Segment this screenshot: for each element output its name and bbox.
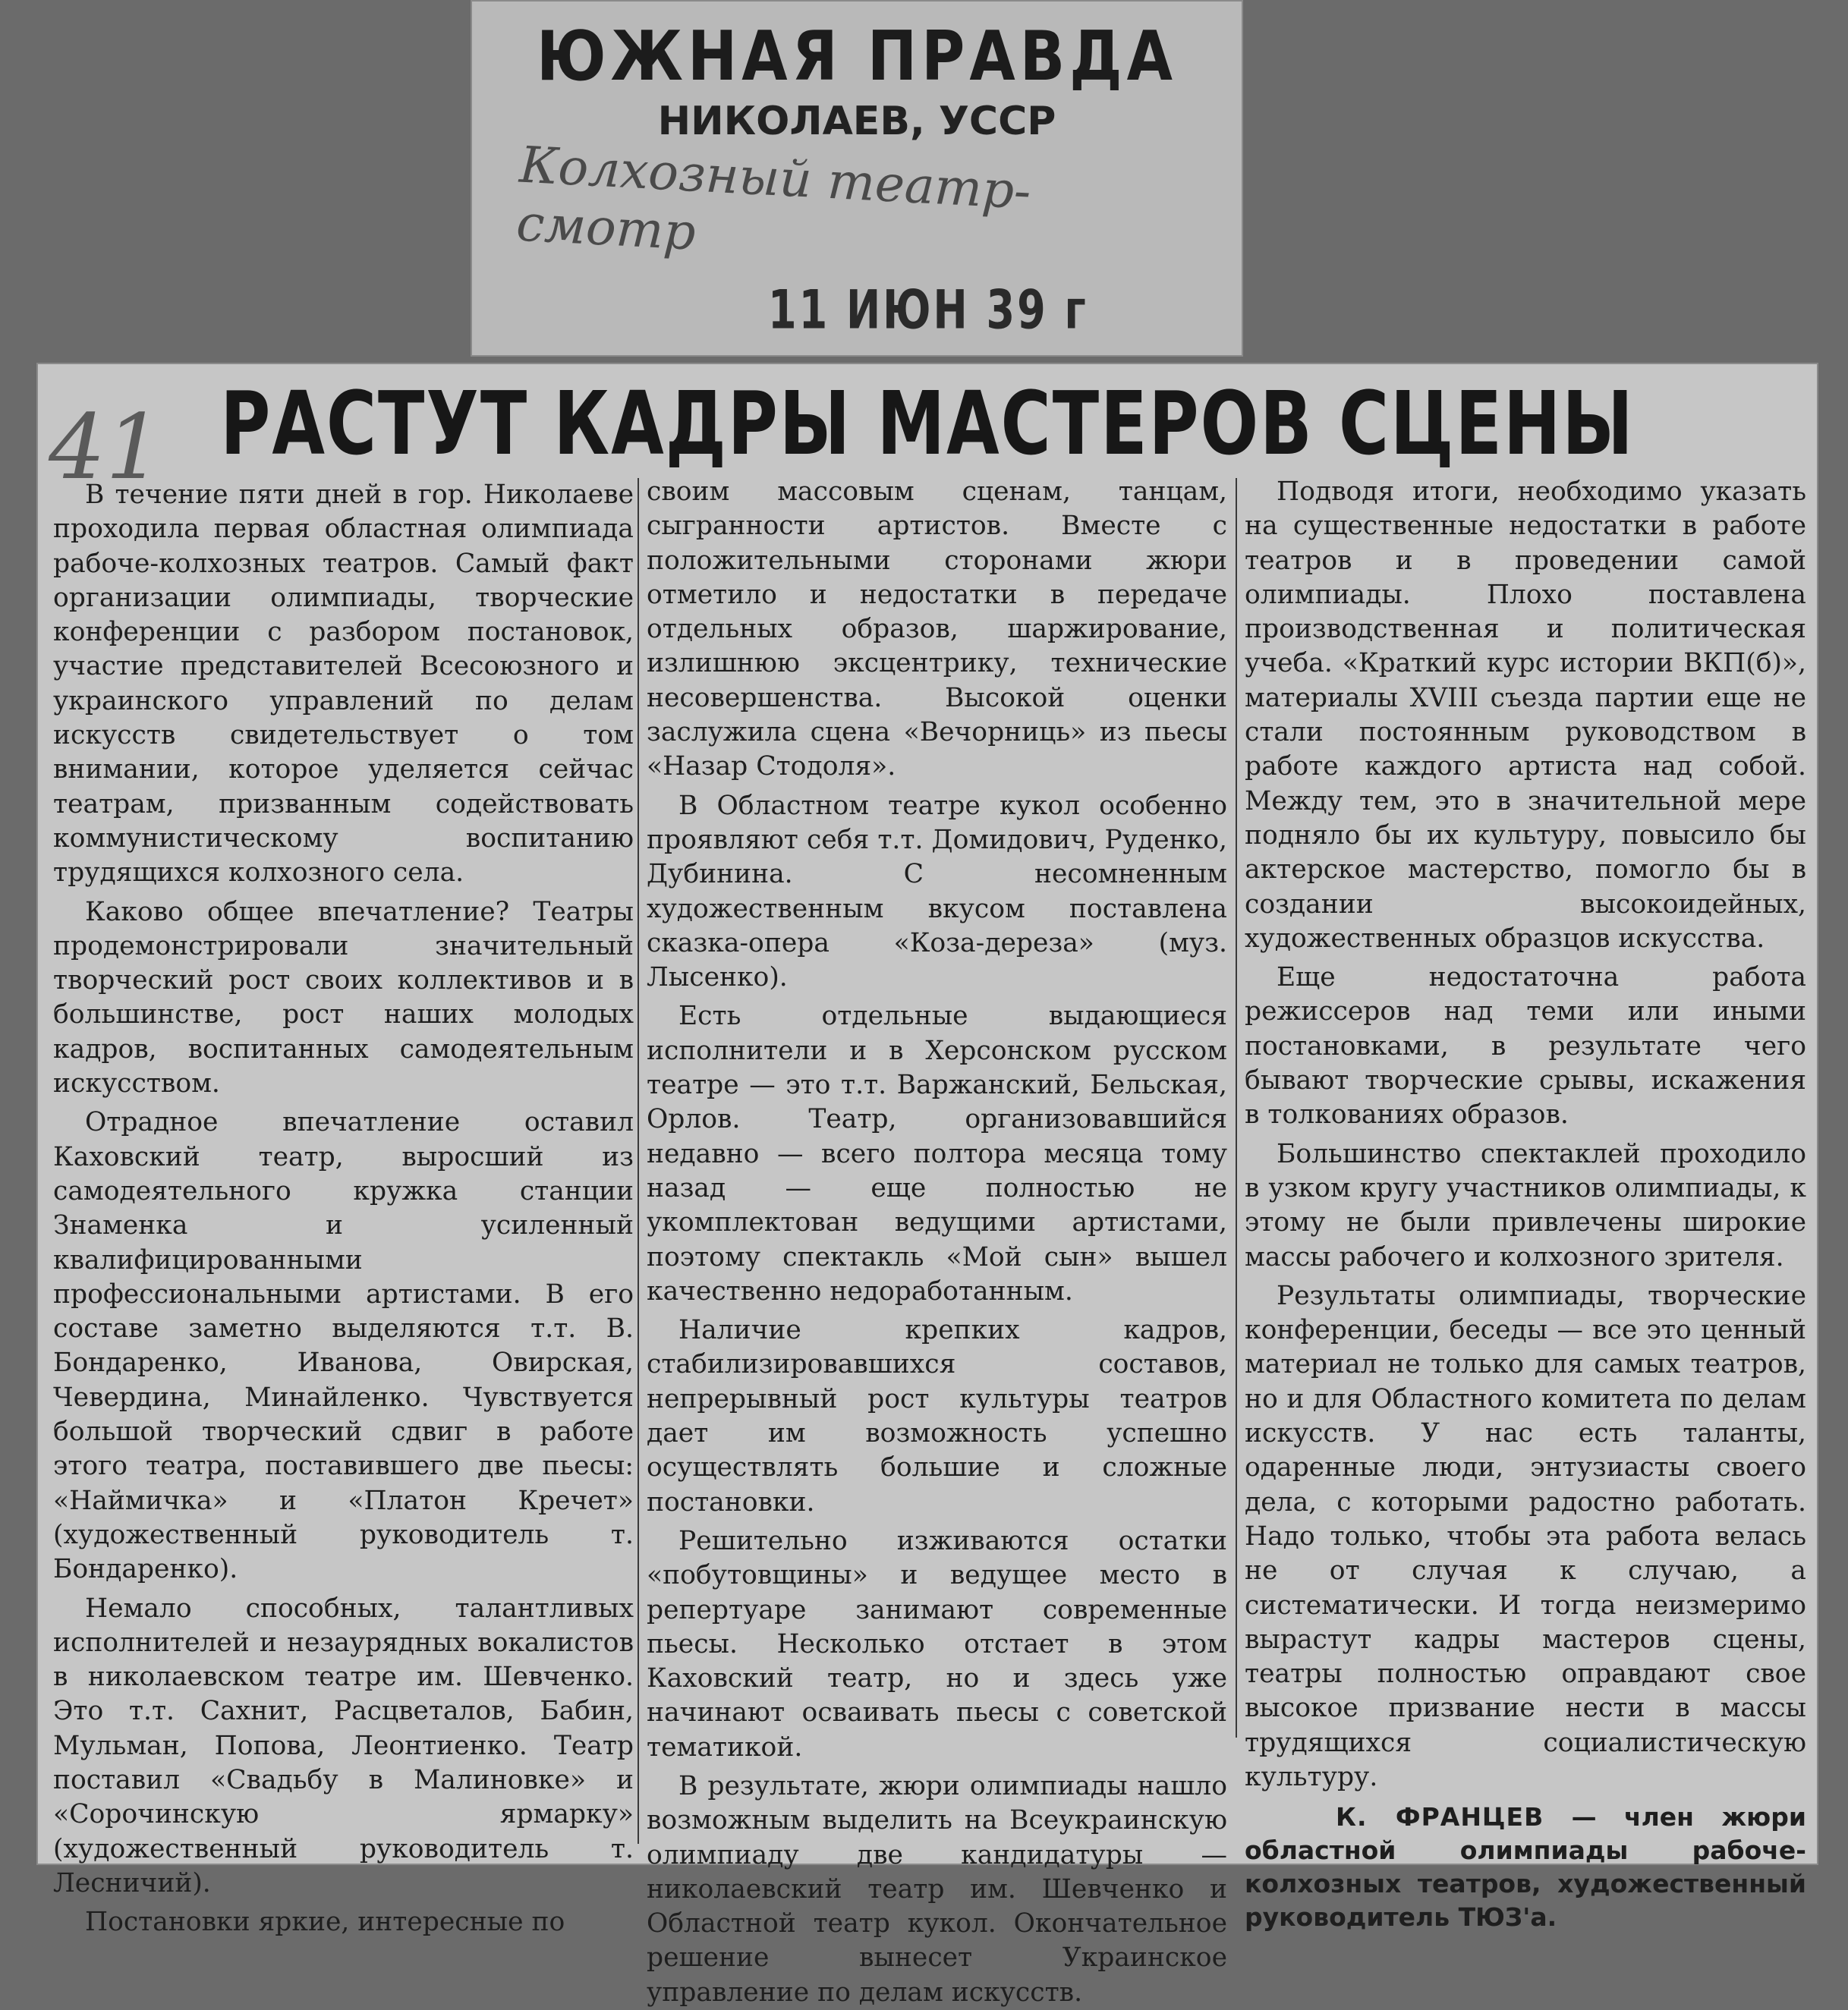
newspaper-city: НИКОЛАЕВ, УССР [657,99,1056,144]
article-column-1 [53,478,634,1938]
paragraph: В течение пяти дней в гор. Николаеве проходила первая областная олимпиада рабоче-колхозных театров. Самый факт организации олимпиады, творческие конференции с разбором постановок, участие представителей Всесоюзного и украинского управлений по делам искусств свидетельствует о том внимании, которое уделяется сейчас театрам, призванным содействовать коммунистическому воспитанию трудящихся колхозного села. [53,480,634,889]
paragraph: Решительно изживаются остатки «побутовщины» и ведущее место в репертуаре занимают современные пьесы. Несколько отстает в этом Каховский театр, но и здесь уже начинают осваивать пьесы с советской тематикой. [647,1525,1227,1763]
paragraph: Наличие крепких кадров, стабилизировавшихся составов, непрерывный рост культуры театров дает им возможность успешно осуществлять большие и сложные постановки. [647,1315,1227,1518]
paragraph: В результате, жюри олимпиады нашло возможным выделить на Всеукраинскую олимпиаду две кандидатуры — николаевский театр им. Шевченко и Областной театр кукол. Окончательное решение вынесет Украинское управление по делам искусств. [647,1770,1227,2008]
handwritten-page-number: 41 [49,395,163,499]
masthead-clipping [471,0,1243,357]
handwritten-note: Колхозный театр-смотр [515,135,1033,262]
article-column-2 [647,475,1227,2008]
paragraph: своим массовым сценам, танцам, сыгранности артистов. Вместе с положительными сторонами жюри отметило и недостатки в передаче отдельных образов, шаржирование, излишнюю эксцентрику, технические несовершенства. Высокой оценки заслужила сцена «Вечорниць» из пьесы «Назар Стодоля». [647,477,1227,782]
date-stamp: 11 ИЮН 39 г [768,278,1088,341]
paragraph: Постановки яркие, интересные по [85,1907,565,1938]
article-clipping [36,363,1818,2008]
paragraph: В Областном театре кукол особенно проявляют себя т.т. Домидович, Руденко, Дубинина. С несомненным художественным вкусом поставлена сказка-опера «Коза-дереза» (муз. Лысенко). [647,790,1227,993]
paragraph: Каково общее впечатление? Театры продемонстрировали значительный творческий рост своих коллективов и в большинстве, рост наших молодых кадров, воспитанных самодеятельным искусством. [53,896,634,1099]
paragraph: Результаты олимпиады, творческие конференции, беседы — все это ценный материал не только для самых театров, но и для Областного комитета по делам искусств. У нас есть таланты, одаренные люди, энтузиасты своего дела, с которыми радостно работать. Надо только, чтобы эта работа велась не от случая к случаю, а систематически. И тогда неизмеримо вырастут кадры мастеров сцены, театры полностью оправдают свое высокое призвание нести в массы трудящихся социалистическую культуру. [1245,1280,1806,1792]
author-role: — член жюри областной олимпиады рабоче-колхозных театров, художественный руководитель ТЮЗ'а. [1245,1802,1806,1933]
column-divider [1236,478,1237,1738]
article-column-3 [1245,475,1806,1933]
paragraph: Подводя итоги, необходимо указать на существенные недостатки в работе театров и в проведении самой олимпиады. Плохо поставлена производственная и политическая учеба. «Краткий курс истории ВКП(б)», материалы XVIII съезда партии еще не стали постоянным руководством в работе каждого артиста над собой. Между тем, это в значительной мере подняло бы их культуру, повысило бы актерское мастерство, помогло бы в создании высокоидейных, художественных образцов искусства. [1245,477,1806,954]
author-name: К. ФРАНЦЕВ [1336,1802,1544,1832]
paragraph: Есть отдельные выдающиеся исполнители и в Херсонском русском театре — это т.т. Варжанский, Бельская, Орлов. Театр, организовавшийся недавно — всего полтора месяца тому назад — еще полностью не укомплектован ведущими артистами, поэтому спектакль «Мой сын» вышел качественно недоработанным. [647,1001,1227,1307]
paragraph: Большинство спектаклей проходило в узком кругу участников олимпиады, к этому не были привлечены широкие массы рабочего и колхозного зрителя. [1245,1138,1806,1272]
article-signature [1245,1801,1806,1934]
column-divider [638,478,639,1844]
paragraph: Немало способных, талантливых исполнителей и незаурядных вокалистов в николаевском театре им. Шевченко. Это т.т. Сахнит, Расцветалов, Бабин, Мульман, Попова, Леонтиенко. Театр поставил «Свадьбу в Малиновке» и «Сорочинскую ярмарку» (художественный руководитель т. Лесничий). [53,1593,634,1898]
newspaper-title: ЮЖНАЯ ПРАВДА [536,17,1177,96]
article-headline: РАСТУТ КАДРЫ МАСТЕРОВ СЦЕНЫ [220,373,1635,476]
paragraph: Еще недостаточна работа режиссеров над теми или иными постановками, в результате чего бывают творческие срывы, искажения в толкованиях образов. [1245,962,1806,1131]
paragraph: Отрадное впечатление оставил Каховский театр, выросший из самодеятельного кружка станции Знаменка и усиленный квалифицированными профессиональными артистами. В его составе заметно выделяются т.т. В. Бондаренко, Иванова, Овирская, Чевердина, Минайленко. Чувствуется большой творческий сдвиг в работе этого театра, поставившего две пьесы: «Наймичка» и «Платон Кречет» (художественный руководитель т. Бондаренко). [53,1107,634,1585]
